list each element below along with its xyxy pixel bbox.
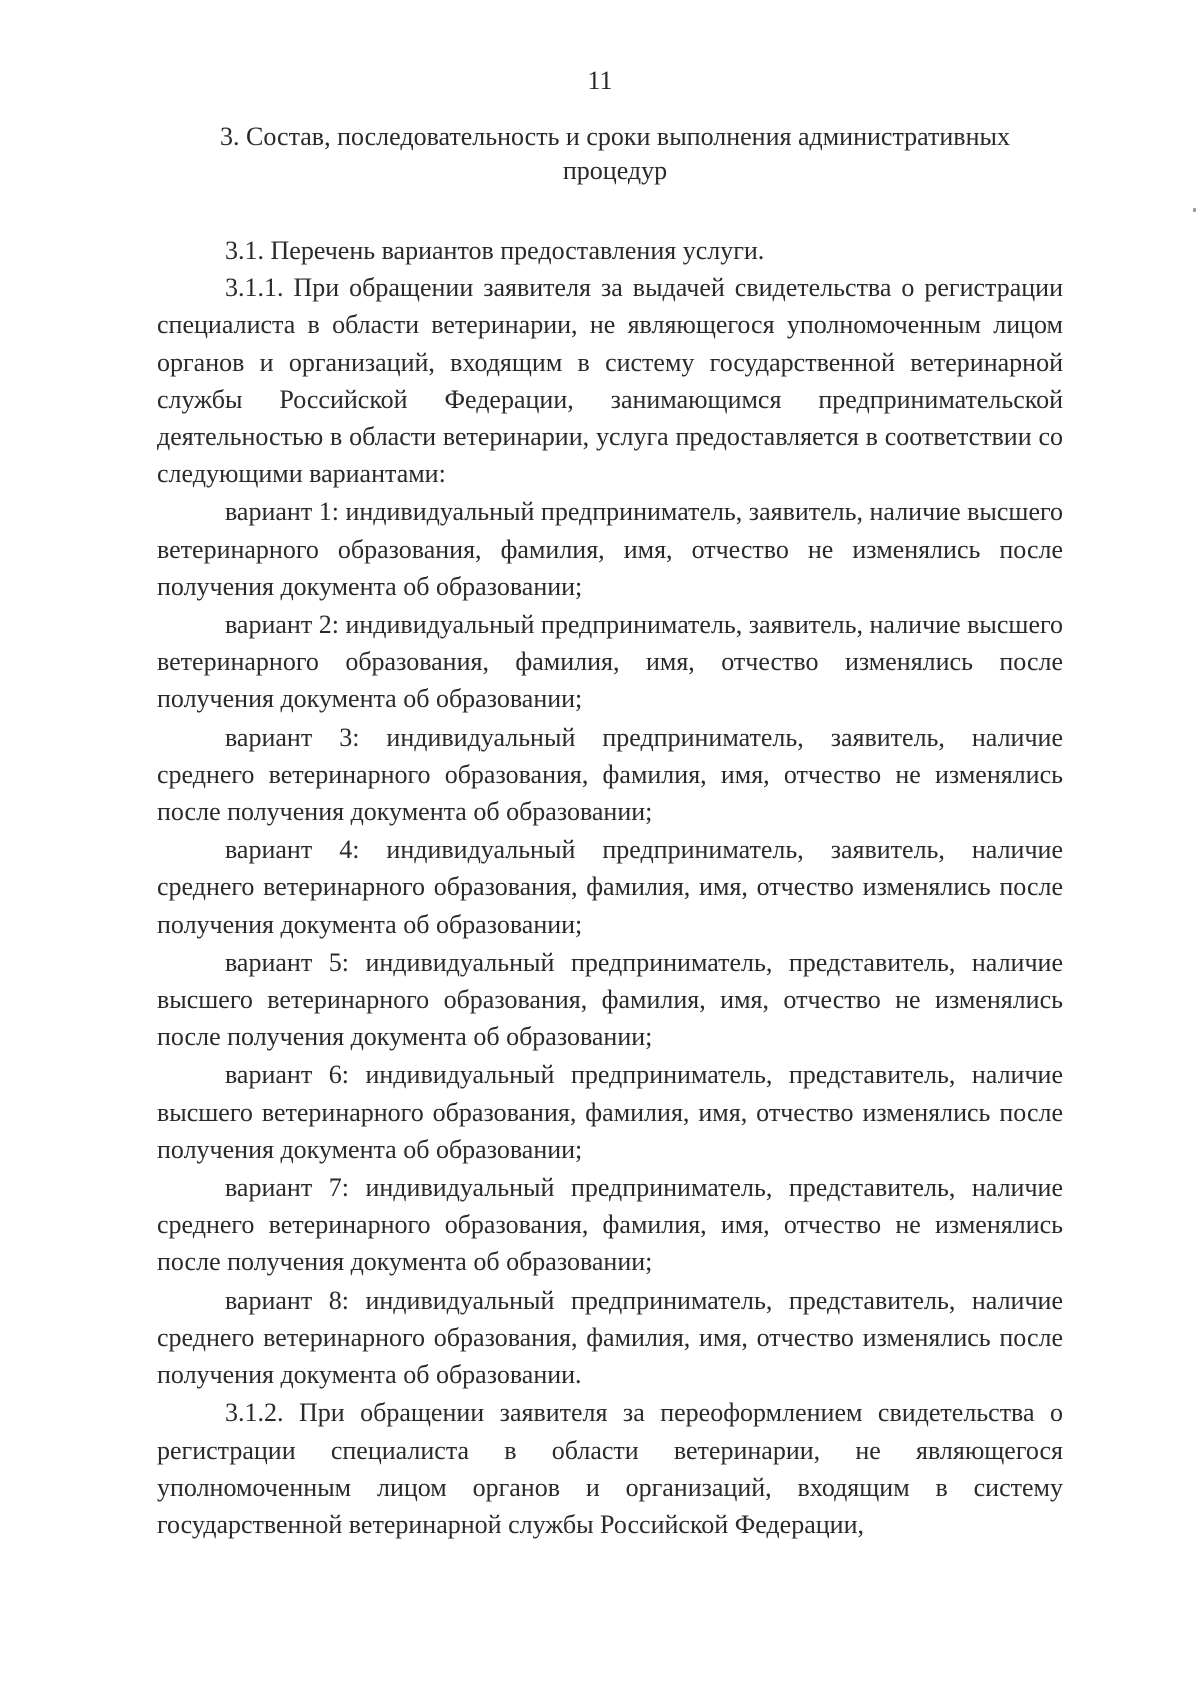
- paragraph-3-1-2: 3.1.2. При обращении заявителя за переоформлением свидетельства о регистрации специалиста в области ветеринарии, не являющегося уполномоченным лицом органов и организаций, входящим в систему государственной ветеринарной службы Российской Федерации,: [157, 1398, 1063, 1539]
- variant-item: вариант 8: индивидуальный предприниматель, представитель, наличие среднего ветеринарного образования, фамилия, имя, отчество изменялись после получения документа об образовании.: [157, 1285, 1063, 1390]
- variant-item: вариант 5: индивидуальный предприниматель, представитель, наличие высшего ветеринарного образования, фамилия, имя, отчество не изменялись после получения документа об образовании;: [157, 947, 1063, 1052]
- paragraph-3-1-1: 3.1.1. При обращении заявителя за выдачей свидетельства о регистрации специалиста в области ветеринарии, не являющегося уполномоченным лицом органов и организаций, входящим в систему государственной ветеринарной службы Российской Федерации, занимающимся предпринимательской деятельностью в области ветеринарии, услуга предоставляется в соответствии со следующими вариантами:: [157, 273, 1063, 489]
- scan-speck: [1193, 208, 1196, 212]
- variant-item: вариант 2: индивидуальный предприниматель, заявитель, наличие высшего ветеринарного образования, фамилия, имя, отчество изменялись после получения документа об образовании;: [157, 610, 1063, 714]
- variant-item: вариант 3: индивидуальный предприниматель, заявитель, наличие среднего ветеринарного образования, фамилия, имя, отчество не изменялись после получения документа об образовании;: [157, 722, 1063, 827]
- variant-item: вариант 1: индивидуальный предприниматель, заявитель, наличие высшего ветеринарного образования, фамилия, имя, отчество не изменялись после получения документа об образовании;: [157, 497, 1063, 601]
- section-heading: 3. Состав, последовательность и сроки выполнения административных процедур: [220, 122, 1010, 185]
- page-number: 11: [587, 66, 613, 95]
- variant-item: вариант 7: индивидуальный предприниматель, представитель, наличие среднего ветеринарного образования, фамилия, имя, отчество не изменялись после получения документа об образовании;: [157, 1173, 1063, 1277]
- variant-item: вариант 6: индивидуальный предприниматель, представитель, наличие высшего ветеринарного образования, фамилия, имя, отчество изменялись после получения документа об образовании;: [157, 1060, 1063, 1164]
- document-body: [157, 232, 1063, 1543]
- paragraph-3-1: 3.1. Перечень вариантов предоставления услуги.: [225, 236, 765, 265]
- variant-item: вариант 4: индивидуальный предприниматель, заявитель, наличие среднего ветеринарного образования, фамилия, имя, отчество изменялись после получения документа об образовании;: [157, 835, 1063, 939]
